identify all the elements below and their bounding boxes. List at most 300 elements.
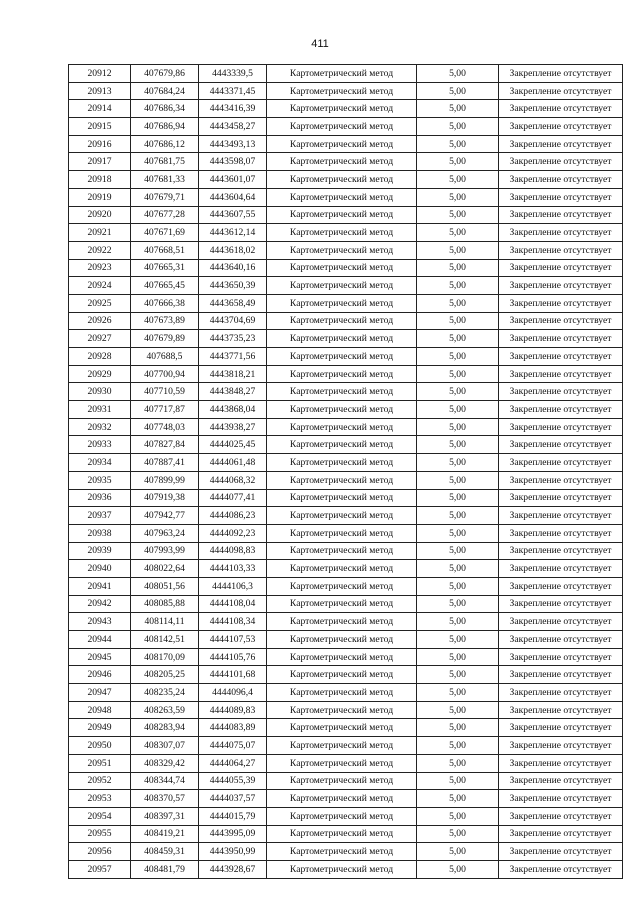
x-coordinate-cell: 407666,38 [131, 294, 199, 312]
accuracy-cell: 5,00 [417, 100, 499, 118]
fixation-cell: Закрепление отсутствует [499, 294, 623, 312]
x-coordinate-cell: 408142,51 [131, 631, 199, 649]
accuracy-cell: 5,00 [417, 648, 499, 666]
fixation-cell: Закрепление отсутствует [499, 383, 623, 401]
method-cell: Картометрический метод [267, 294, 417, 312]
x-coordinate-cell: 407899,99 [131, 471, 199, 489]
fixation-cell: Закрепление отсутствует [499, 825, 623, 843]
fixation-cell: Закрепление отсутствует [499, 135, 623, 153]
fixation-cell: Закрепление отсутствует [499, 489, 623, 507]
y-coordinate-cell: 4443818,21 [199, 365, 267, 383]
fixation-cell: Закрепление отсутствует [499, 365, 623, 383]
table-row [69, 613, 623, 631]
method-cell: Картометрический метод [267, 401, 417, 419]
table-row [69, 365, 623, 383]
point-number-cell: 20956 [69, 843, 131, 861]
table-row [69, 489, 623, 507]
x-coordinate-cell: 407686,34 [131, 100, 199, 118]
point-number-cell: 20951 [69, 754, 131, 772]
point-number-cell: 20939 [69, 542, 131, 560]
y-coordinate-cell: 4444077,41 [199, 489, 267, 507]
point-number-cell: 20929 [69, 365, 131, 383]
y-coordinate-cell: 4443371,45 [199, 82, 267, 100]
accuracy-cell: 5,00 [417, 843, 499, 861]
y-coordinate-cell: 4443339,5 [199, 65, 267, 83]
accuracy-cell: 5,00 [417, 719, 499, 737]
fixation-cell: Закрепление отсутствует [499, 666, 623, 684]
point-number-cell: 20913 [69, 82, 131, 100]
y-coordinate-cell: 4444061,48 [199, 454, 267, 472]
accuracy-cell: 5,00 [417, 860, 499, 878]
accuracy-cell: 5,00 [417, 65, 499, 83]
method-cell: Картометрический метод [267, 454, 417, 472]
table-row [69, 471, 623, 489]
point-number-cell: 20938 [69, 524, 131, 542]
table-row [69, 454, 623, 472]
accuracy-cell: 5,00 [417, 631, 499, 649]
x-coordinate-cell: 408263,59 [131, 701, 199, 719]
point-number-cell: 20924 [69, 277, 131, 295]
method-cell: Картометрический метод [267, 860, 417, 878]
fixation-cell: Закрепление отсутствует [499, 542, 623, 560]
point-number-cell: 20916 [69, 135, 131, 153]
fixation-cell: Закрепление отсутствует [499, 277, 623, 295]
point-number-cell: 20927 [69, 330, 131, 348]
y-coordinate-cell: 4443458,27 [199, 118, 267, 136]
y-coordinate-cell: 4444015,79 [199, 807, 267, 825]
point-number-cell: 20943 [69, 613, 131, 631]
method-cell: Картометрический метод [267, 489, 417, 507]
table-row [69, 860, 623, 878]
x-coordinate-cell: 408205,25 [131, 666, 199, 684]
fixation-cell: Закрепление отсутствует [499, 595, 623, 613]
y-coordinate-cell: 4444101,68 [199, 666, 267, 684]
table-row [69, 171, 623, 189]
x-coordinate-cell: 407686,94 [131, 118, 199, 136]
accuracy-cell: 5,00 [417, 684, 499, 702]
fixation-cell: Закрепление отсутствует [499, 648, 623, 666]
accuracy-cell: 5,00 [417, 772, 499, 790]
method-cell: Картометрический метод [267, 507, 417, 525]
method-cell: Картометрический метод [267, 754, 417, 772]
y-coordinate-cell: 4444037,57 [199, 790, 267, 808]
x-coordinate-cell: 407887,41 [131, 454, 199, 472]
method-cell: Картометрический метод [267, 418, 417, 436]
fixation-cell: Закрепление отсутствует [499, 631, 623, 649]
point-number-cell: 20931 [69, 401, 131, 419]
accuracy-cell: 5,00 [417, 188, 499, 206]
table-row [69, 631, 623, 649]
y-coordinate-cell: 4444098,83 [199, 542, 267, 560]
point-number-cell: 20914 [69, 100, 131, 118]
x-coordinate-cell: 407827,84 [131, 436, 199, 454]
table-body [69, 65, 623, 879]
method-cell: Картометрический метод [267, 224, 417, 242]
x-coordinate-cell: 407993,99 [131, 542, 199, 560]
fixation-cell: Закрепление отсутствует [499, 507, 623, 525]
table-row [69, 82, 623, 100]
x-coordinate-cell: 407686,12 [131, 135, 199, 153]
table-row [69, 507, 623, 525]
table-row [69, 153, 623, 171]
y-coordinate-cell: 4444103,33 [199, 560, 267, 578]
method-cell: Картометрический метод [267, 772, 417, 790]
method-cell: Картометрический метод [267, 807, 417, 825]
accuracy-cell: 5,00 [417, 471, 499, 489]
y-coordinate-cell: 4443601,07 [199, 171, 267, 189]
point-number-cell: 20940 [69, 560, 131, 578]
table-row [69, 294, 623, 312]
table-row [69, 118, 623, 136]
method-cell: Картометрический метод [267, 631, 417, 649]
point-number-cell: 20942 [69, 595, 131, 613]
x-coordinate-cell: 407717,87 [131, 401, 199, 419]
fixation-cell: Закрепление отсутствует [499, 418, 623, 436]
table-row [69, 206, 623, 224]
accuracy-cell: 5,00 [417, 542, 499, 560]
method-cell: Картометрический метод [267, 542, 417, 560]
point-number-cell: 20947 [69, 684, 131, 702]
y-coordinate-cell: 4443650,39 [199, 277, 267, 295]
method-cell: Картометрический метод [267, 684, 417, 702]
fixation-cell: Закрепление отсутствует [499, 684, 623, 702]
y-coordinate-cell: 4444105,76 [199, 648, 267, 666]
x-coordinate-cell: 407681,75 [131, 153, 199, 171]
table-row [69, 418, 623, 436]
table-row [69, 348, 623, 366]
point-number-cell: 20936 [69, 489, 131, 507]
method-cell: Картометрический метод [267, 241, 417, 259]
accuracy-cell: 5,00 [417, 383, 499, 401]
x-coordinate-cell: 407942,77 [131, 507, 199, 525]
method-cell: Картометрический метод [267, 843, 417, 861]
y-coordinate-cell: 4443704,69 [199, 312, 267, 330]
y-coordinate-cell: 4443868,04 [199, 401, 267, 419]
accuracy-cell: 5,00 [417, 524, 499, 542]
accuracy-cell: 5,00 [417, 577, 499, 595]
method-cell: Картометрический метод [267, 383, 417, 401]
x-coordinate-cell: 408051,56 [131, 577, 199, 595]
x-coordinate-cell: 408329,42 [131, 754, 199, 772]
fixation-cell: Закрепление отсутствует [499, 330, 623, 348]
accuracy-cell: 5,00 [417, 807, 499, 825]
fixation-cell: Закрепление отсутствует [499, 613, 623, 631]
accuracy-cell: 5,00 [417, 507, 499, 525]
y-coordinate-cell: 4443995,09 [199, 825, 267, 843]
table-row [69, 224, 623, 242]
x-coordinate-cell: 408481,79 [131, 860, 199, 878]
point-number-cell: 20941 [69, 577, 131, 595]
table-row [69, 383, 623, 401]
accuracy-cell: 5,00 [417, 613, 499, 631]
accuracy-cell: 5,00 [417, 595, 499, 613]
fixation-cell: Закрепление отсутствует [499, 790, 623, 808]
method-cell: Картометрический метод [267, 648, 417, 666]
fixation-cell: Закрепление отсутствует [499, 754, 623, 772]
accuracy-cell: 5,00 [417, 312, 499, 330]
x-coordinate-cell: 408114,11 [131, 613, 199, 631]
table-row [69, 65, 623, 83]
point-number-cell: 20949 [69, 719, 131, 737]
fixation-cell: Закрепление отсутствует [499, 719, 623, 737]
fixation-cell: Закрепление отсутствует [499, 312, 623, 330]
point-number-cell: 20946 [69, 666, 131, 684]
x-coordinate-cell: 408170,09 [131, 648, 199, 666]
fixation-cell: Закрепление отсутствует [499, 524, 623, 542]
point-number-cell: 20937 [69, 507, 131, 525]
y-coordinate-cell: 4444068,32 [199, 471, 267, 489]
table-row [69, 259, 623, 277]
y-coordinate-cell: 4443598,07 [199, 153, 267, 171]
y-coordinate-cell: 4444055,39 [199, 772, 267, 790]
table-row [69, 188, 623, 206]
table-row [69, 719, 623, 737]
method-cell: Картометрический метод [267, 595, 417, 613]
accuracy-cell: 5,00 [417, 259, 499, 277]
point-number-cell: 20952 [69, 772, 131, 790]
accuracy-cell: 5,00 [417, 118, 499, 136]
point-number-cell: 20932 [69, 418, 131, 436]
x-coordinate-cell: 407665,31 [131, 259, 199, 277]
point-number-cell: 20926 [69, 312, 131, 330]
method-cell: Картометрический метод [267, 560, 417, 578]
accuracy-cell: 5,00 [417, 171, 499, 189]
accuracy-cell: 5,00 [417, 418, 499, 436]
accuracy-cell: 5,00 [417, 666, 499, 684]
fixation-cell: Закрепление отсутствует [499, 701, 623, 719]
x-coordinate-cell: 407710,59 [131, 383, 199, 401]
x-coordinate-cell: 408022,64 [131, 560, 199, 578]
point-number-cell: 20950 [69, 737, 131, 755]
y-coordinate-cell: 4443771,56 [199, 348, 267, 366]
x-coordinate-cell: 407681,33 [131, 171, 199, 189]
fixation-cell: Закрепление отсутствует [499, 560, 623, 578]
y-coordinate-cell: 4443928,67 [199, 860, 267, 878]
point-number-cell: 20918 [69, 171, 131, 189]
y-coordinate-cell: 4444025,45 [199, 436, 267, 454]
method-cell: Картометрический метод [267, 737, 417, 755]
fixation-cell: Закрепление отсутствует [499, 436, 623, 454]
fixation-cell: Закрепление отсутствует [499, 206, 623, 224]
table-row [69, 577, 623, 595]
accuracy-cell: 5,00 [417, 737, 499, 755]
x-coordinate-cell: 408419,21 [131, 825, 199, 843]
table-row [69, 524, 623, 542]
x-coordinate-cell: 407679,71 [131, 188, 199, 206]
x-coordinate-cell: 407671,69 [131, 224, 199, 242]
fixation-cell: Закрепление отсутствует [499, 737, 623, 755]
method-cell: Картометрический метод [267, 277, 417, 295]
method-cell: Картометрический метод [267, 65, 417, 83]
point-number-cell: 20923 [69, 259, 131, 277]
method-cell: Картометрический метод [267, 524, 417, 542]
y-coordinate-cell: 4443493,13 [199, 135, 267, 153]
table-row [69, 825, 623, 843]
coordinates-table [68, 64, 623, 879]
table-row [69, 754, 623, 772]
page-number: 411 [311, 38, 329, 50]
accuracy-cell: 5,00 [417, 790, 499, 808]
fixation-cell: Закрепление отсутствует [499, 577, 623, 595]
x-coordinate-cell: 407677,28 [131, 206, 199, 224]
fixation-cell: Закрепление отсутствует [499, 401, 623, 419]
fixation-cell: Закрепление отсутствует [499, 118, 623, 136]
method-cell: Картометрический метод [267, 100, 417, 118]
fixation-cell: Закрепление отсутствует [499, 100, 623, 118]
y-coordinate-cell: 4444075,07 [199, 737, 267, 755]
y-coordinate-cell: 4444106,3 [199, 577, 267, 595]
fixation-cell: Закрепление отсутствует [499, 65, 623, 83]
y-coordinate-cell: 4443735,23 [199, 330, 267, 348]
y-coordinate-cell: 4443416,39 [199, 100, 267, 118]
table-row [69, 312, 623, 330]
method-cell: Картометрический метод [267, 825, 417, 843]
y-coordinate-cell: 4443607,55 [199, 206, 267, 224]
y-coordinate-cell: 4444083,89 [199, 719, 267, 737]
y-coordinate-cell: 4443658,49 [199, 294, 267, 312]
fixation-cell: Закрепление отсутствует [499, 348, 623, 366]
x-coordinate-cell: 407668,51 [131, 241, 199, 259]
method-cell: Картометрический метод [267, 153, 417, 171]
accuracy-cell: 5,00 [417, 330, 499, 348]
y-coordinate-cell: 4443612,14 [199, 224, 267, 242]
fixation-cell: Закрепление отсутствует [499, 171, 623, 189]
point-number-cell: 20933 [69, 436, 131, 454]
y-coordinate-cell: 4444064,27 [199, 754, 267, 772]
table-row [69, 843, 623, 861]
method-cell: Картометрический метод [267, 666, 417, 684]
accuracy-cell: 5,00 [417, 401, 499, 419]
x-coordinate-cell: 408235,24 [131, 684, 199, 702]
x-coordinate-cell: 407665,45 [131, 277, 199, 295]
point-number-cell: 20944 [69, 631, 131, 649]
table-row [69, 135, 623, 153]
table-row [69, 277, 623, 295]
table-row [69, 772, 623, 790]
fixation-cell: Закрепление отсутствует [499, 259, 623, 277]
point-number-cell: 20930 [69, 383, 131, 401]
accuracy-cell: 5,00 [417, 436, 499, 454]
table-row [69, 701, 623, 719]
point-number-cell: 20928 [69, 348, 131, 366]
x-coordinate-cell: 408459,31 [131, 843, 199, 861]
method-cell: Картометрический метод [267, 171, 417, 189]
method-cell: Картометрический метод [267, 719, 417, 737]
x-coordinate-cell: 407919,38 [131, 489, 199, 507]
x-coordinate-cell: 408397,31 [131, 807, 199, 825]
accuracy-cell: 5,00 [417, 365, 499, 383]
table-row [69, 542, 623, 560]
point-number-cell: 20953 [69, 790, 131, 808]
x-coordinate-cell: 407684,24 [131, 82, 199, 100]
point-number-cell: 20957 [69, 860, 131, 878]
table-row [69, 737, 623, 755]
x-coordinate-cell: 407748,03 [131, 418, 199, 436]
x-coordinate-cell: 408283,94 [131, 719, 199, 737]
method-cell: Картометрический метод [267, 471, 417, 489]
table-row [69, 241, 623, 259]
table-row [69, 401, 623, 419]
table-row [69, 100, 623, 118]
y-coordinate-cell: 4443604,64 [199, 188, 267, 206]
point-number-cell: 20954 [69, 807, 131, 825]
table-row [69, 790, 623, 808]
accuracy-cell: 5,00 [417, 153, 499, 171]
accuracy-cell: 5,00 [417, 135, 499, 153]
y-coordinate-cell: 4443618,02 [199, 241, 267, 259]
x-coordinate-cell: 407673,89 [131, 312, 199, 330]
method-cell: Картометрический метод [267, 330, 417, 348]
y-coordinate-cell: 4443950,99 [199, 843, 267, 861]
y-coordinate-cell: 4444086,23 [199, 507, 267, 525]
fixation-cell: Закрепление отсутствует [499, 82, 623, 100]
x-coordinate-cell: 408344,74 [131, 772, 199, 790]
accuracy-cell: 5,00 [417, 82, 499, 100]
method-cell: Картометрический метод [267, 790, 417, 808]
method-cell: Картометрический метод [267, 259, 417, 277]
method-cell: Картометрический метод [267, 206, 417, 224]
point-number-cell: 20934 [69, 454, 131, 472]
table-row [69, 330, 623, 348]
method-cell: Картометрический метод [267, 577, 417, 595]
point-number-cell: 20948 [69, 701, 131, 719]
accuracy-cell: 5,00 [417, 224, 499, 242]
y-coordinate-cell: 4443640,16 [199, 259, 267, 277]
fixation-cell: Закрепление отсутствует [499, 807, 623, 825]
x-coordinate-cell: 407679,89 [131, 330, 199, 348]
accuracy-cell: 5,00 [417, 294, 499, 312]
x-coordinate-cell: 407963,24 [131, 524, 199, 542]
accuracy-cell: 5,00 [417, 754, 499, 772]
method-cell: Картометрический метод [267, 135, 417, 153]
fixation-cell: Закрепление отсутствует [499, 772, 623, 790]
point-number-cell: 20925 [69, 294, 131, 312]
accuracy-cell: 5,00 [417, 206, 499, 224]
fixation-cell: Закрепление отсутствует [499, 454, 623, 472]
method-cell: Картометрический метод [267, 312, 417, 330]
y-coordinate-cell: 4444089,83 [199, 701, 267, 719]
method-cell: Картометрический метод [267, 365, 417, 383]
table-row [69, 648, 623, 666]
table-row [69, 666, 623, 684]
method-cell: Картометрический метод [267, 82, 417, 100]
x-coordinate-cell: 408085,88 [131, 595, 199, 613]
table-row [69, 436, 623, 454]
accuracy-cell: 5,00 [417, 489, 499, 507]
x-coordinate-cell: 408370,57 [131, 790, 199, 808]
table-row [69, 807, 623, 825]
accuracy-cell: 5,00 [417, 241, 499, 259]
point-number-cell: 20912 [69, 65, 131, 83]
accuracy-cell: 5,00 [417, 825, 499, 843]
method-cell: Картометрический метод [267, 188, 417, 206]
method-cell: Картометрический метод [267, 118, 417, 136]
table-row [69, 595, 623, 613]
y-coordinate-cell: 4444108,04 [199, 595, 267, 613]
fixation-cell: Закрепление отсутствует [499, 241, 623, 259]
point-number-cell: 20955 [69, 825, 131, 843]
accuracy-cell: 5,00 [417, 348, 499, 366]
x-coordinate-cell: 407688,5 [131, 348, 199, 366]
y-coordinate-cell: 4444092,23 [199, 524, 267, 542]
x-coordinate-cell: 407679,86 [131, 65, 199, 83]
point-number-cell: 20935 [69, 471, 131, 489]
method-cell: Картометрический метод [267, 436, 417, 454]
table-row [69, 684, 623, 702]
y-coordinate-cell: 4444107,53 [199, 631, 267, 649]
method-cell: Картометрический метод [267, 613, 417, 631]
y-coordinate-cell: 4443848,27 [199, 383, 267, 401]
